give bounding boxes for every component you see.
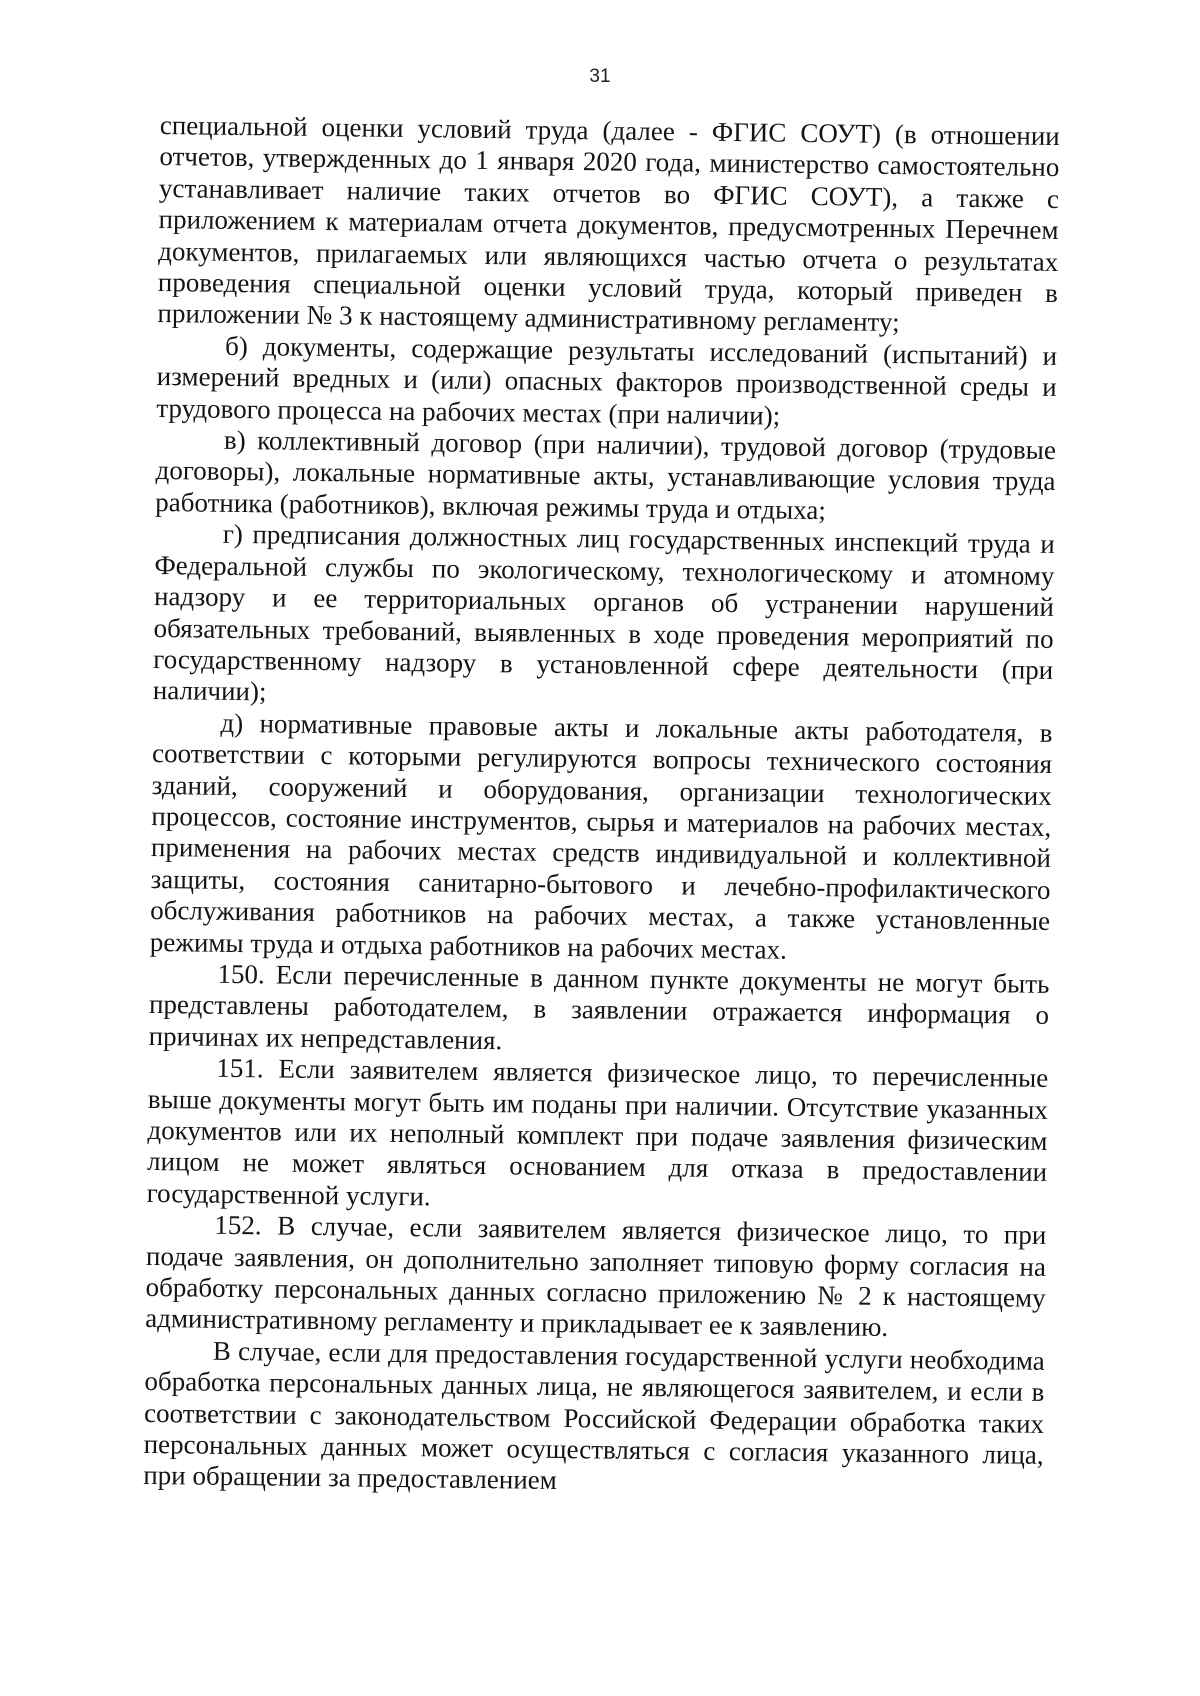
- paragraph-150: 150. Если перечисленные в данном пункте документы не могут быть представлены работодателем, в заявлении отражается информация о причинах их непредставления.: [148, 958, 1050, 1056]
- paragraph-item-g: г) предписания должностных лиц государственных инспекций труда и Федеральной службы по экологическому, технологическому и атомному надзору и ее территориальных органов об устранении нарушений обязательных требований, выявленных в ходе проведения мероприятий по государственному надзору в установленной сфере деятельности (при наличии);: [152, 519, 1055, 707]
- paragraph-152-continued: В случае, если для предоставления государственной услуги необходима обработка персональных данных лица, не являющегося заявителем, и если в соответствии с законодательством Российской Федерации обработка таких персональных данных может осуществляться с согласия указанного лица, при обращении за предоставлением: [143, 1335, 1045, 1496]
- paragraph-item-d: д) нормативные правовые акты и локальные акты работодателя, в соответствии с которыми регулируются вопросы технического состояния зданий, сооружений и оборудования, организации технологических процессов, состояние инструментов, сырья и материалов на рабочих местах, применения на рабочих местах средств индивидуальной и коллективной защиты, состояния санитарно-бытового и лечебно-профилактического обслуживания работников на рабочих местах, а также установленные режимы труда и отдыха работников на рабочих местах.: [149, 707, 1053, 965]
- paragraph-152: 152. В случае, если заявителем является физическое лицо, то при подаче заявления, он дополнительно заполняет типовую форму согласия на обработку персональных данных согласно приложению № 2 к настоящему административному регламенту и прикладывает ее к заявлению.: [145, 1209, 1047, 1343]
- document-body: [143, 110, 1060, 1503]
- paragraph-item-v: в) коллективный договор (при наличии), трудовой договор (трудовые договоры), локальные нормативные акты, устанавливающие условия труда работника (работников), включая режимы труда и отдыха;: [155, 424, 1057, 526]
- paragraph-151: 151. Если заявителем является физическое лицо, то перечисленные выше документы могут быть им поданы при наличии. Отсутствие указанных документов или их неполный комплект при подаче заявления физическим лицом не может являться основанием для отказа в предоставлении государственной услуги.: [146, 1052, 1049, 1212]
- paragraph-continuation: специальной оценки условий труда (далее - ФГИС СОУТ) (в отношении отчетов, утвержденных до 1 января 2020 года, министерство самостоятельно устанавливает наличие таких отчетов во ФГИС СОУТ), а также с приложением к материалам отчета документов, предусмотренных Перечнем документов, прилагаемых или являющихся частью отчета о результатах проведения специальной оценки условий труда, который приведен в приложении № 3 к настоящему административному регламенту;: [157, 110, 1060, 338]
- paragraph-item-b: б) документы, содержащие результаты исследований (испытаний) и измерений вредных и (или) опасных факторов производственной среды и трудового процесса на рабочих местах (при наличии);: [156, 330, 1058, 431]
- page-number: 31: [589, 66, 611, 87]
